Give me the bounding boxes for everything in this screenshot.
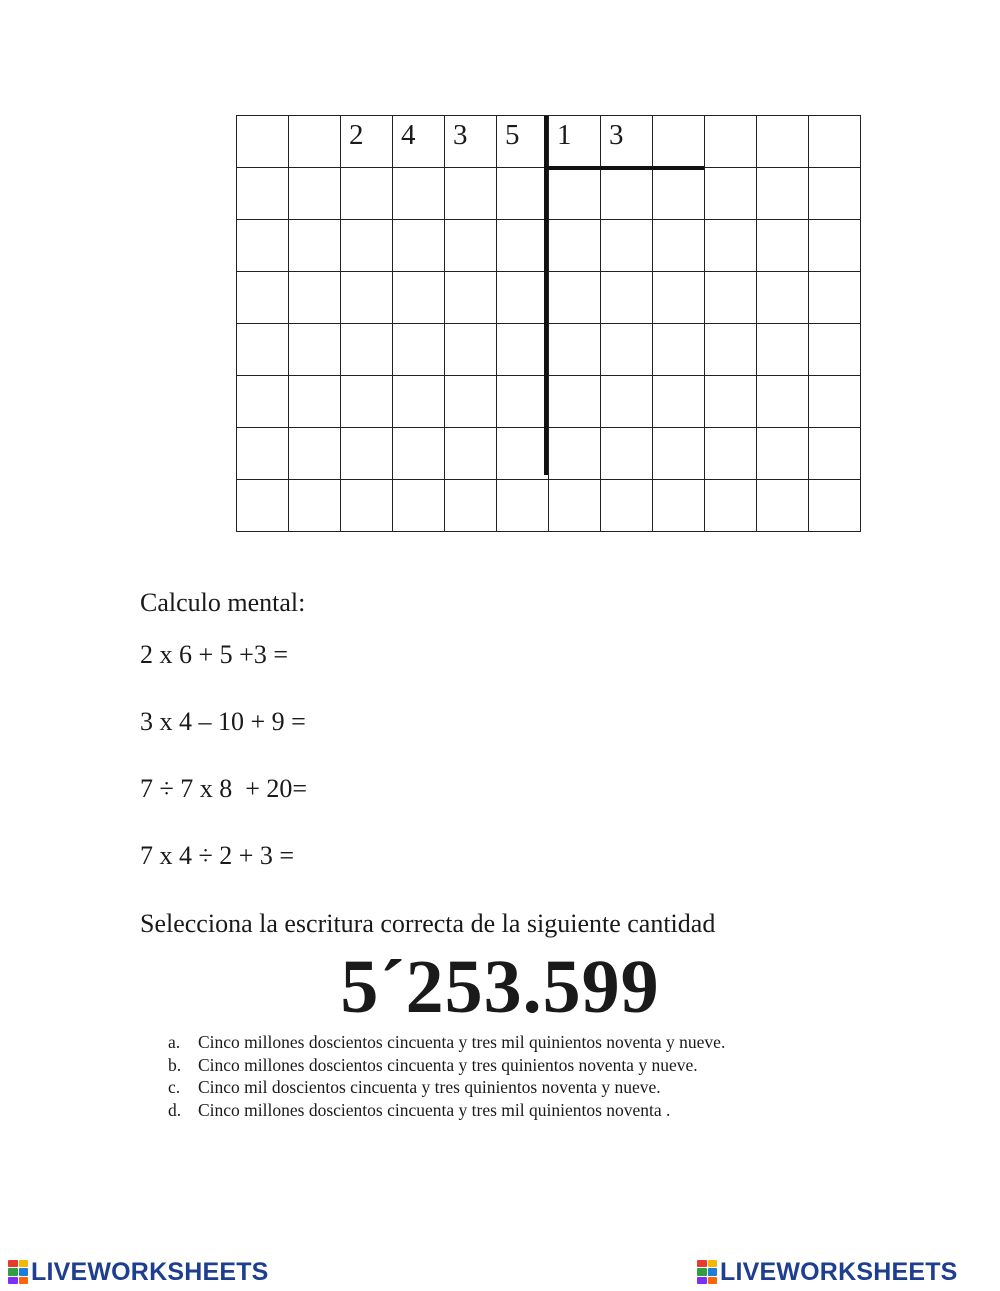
grid-cell[interactable] [809,168,861,220]
grid-cell[interactable] [601,168,653,220]
grid-cell[interactable]: 5 [497,116,549,168]
grid-cell[interactable] [341,376,393,428]
grid-cell[interactable] [549,324,601,376]
grid-row [237,168,861,220]
grid-cell[interactable] [445,428,497,480]
grid-cell[interactable] [289,220,341,272]
grid-cell[interactable] [237,324,289,376]
grid-cell[interactable] [653,376,705,428]
grid-cell[interactable] [393,480,445,532]
grid-cell[interactable] [549,480,601,532]
grid-row [237,324,861,376]
grid-cell[interactable]: 3 [601,116,653,168]
grid-cell[interactable] [653,272,705,324]
grid-cell[interactable] [653,480,705,532]
grid-cell[interactable] [809,324,861,376]
mental-math-title: Calculo mental: [140,588,306,617]
grid-cell[interactable] [341,272,393,324]
grid-cell[interactable] [497,376,549,428]
option-text: Cinco millones doscientos cincuenta y tres mil quinientos noventa y nueve. [198,1032,726,1052]
grid-cell[interactable]: 2 [341,116,393,168]
grid-cell[interactable] [705,272,757,324]
grid-cell[interactable]: 4 [393,116,445,168]
grid-cell[interactable] [549,376,601,428]
option-letter: a. [168,1032,181,1052]
grid-cell[interactable] [497,428,549,480]
grid-cell[interactable] [601,376,653,428]
grid-cell[interactable] [393,428,445,480]
grid-cell[interactable] [289,116,341,168]
grid-cell[interactable] [341,220,393,272]
exercise-3: 7 ÷ 7 x 8 + 20= [140,774,308,803]
grid-cell[interactable] [757,272,809,324]
liveworksheets-logo-right [697,1258,958,1286]
option-text: Cinco mil doscientos cincuenta y tres quinientos noventa y nueve. [198,1077,661,1097]
grid-cell[interactable] [445,220,497,272]
grid-cell[interactable] [653,116,705,168]
grid-cell[interactable] [601,324,653,376]
grid-cell[interactable] [341,428,393,480]
option-b[interactable] [168,1054,725,1077]
division-bracket-horizontal [546,166,704,170]
grid-cell[interactable] [237,428,289,480]
grid-cell[interactable] [549,220,601,272]
grid-cell[interactable] [289,376,341,428]
grid-cell[interactable] [549,168,601,220]
grid-cell[interactable] [705,220,757,272]
liveworksheets-logo-left [8,1258,269,1286]
option-letter: d. [168,1099,182,1120]
grid-cell[interactable] [757,480,809,532]
grid-cell[interactable] [549,272,601,324]
grid-cell[interactable] [237,168,289,220]
grid-cell[interactable] [497,480,549,532]
logo-text: LIVEWORKSHEETS [720,1257,958,1286]
grid-cell[interactable] [757,220,809,272]
grid-row [237,376,861,428]
grid-cell[interactable] [809,428,861,480]
grid-cell[interactable] [237,376,289,428]
grid-cell[interactable] [289,480,341,532]
grid-cell[interactable] [705,376,757,428]
grid-cell[interactable] [393,220,445,272]
grid-cell[interactable] [809,116,861,168]
exercise-1: 2 x 6 + 5 +3 = [140,640,288,669]
grid-cell[interactable] [497,324,549,376]
grid-cell[interactable] [445,376,497,428]
grid-row [237,220,861,272]
grid-cell[interactable] [757,324,809,376]
grid-cell[interactable] [393,272,445,324]
grid-cell[interactable] [393,168,445,220]
grid-cell[interactable] [705,116,757,168]
grid-cell[interactable] [809,480,861,532]
grid-cell[interactable]: 3 [445,116,497,168]
grid-row [237,480,861,532]
grid-cell[interactable] [289,428,341,480]
grid-row [237,428,861,480]
grid-cell[interactable] [341,168,393,220]
grid-cell[interactable] [705,480,757,532]
grid-cell[interactable] [653,220,705,272]
grid-cell[interactable] [497,220,549,272]
option-text: Cinco millones doscientos cincuenta y tres quinientos noventa y nueve. [198,1054,698,1075]
grid-cell[interactable] [341,324,393,376]
grid-row [237,272,861,324]
grid-cell[interactable] [809,272,861,324]
grid-cell[interactable] [445,272,497,324]
grid-cell[interactable] [445,168,497,220]
grid-row [237,116,861,168]
grid-cell[interactable] [497,168,549,220]
grid-cell[interactable] [705,428,757,480]
grid-cell[interactable] [237,272,289,324]
option-letter: c. [168,1077,181,1097]
grid-cell[interactable] [601,220,653,272]
grid-cell[interactable] [393,324,445,376]
grid-cell[interactable] [289,324,341,376]
grid-cell[interactable] [705,168,757,220]
grid-cell[interactable] [237,480,289,532]
liveworksheets-icon [8,1260,28,1284]
grid-cell[interactable] [705,324,757,376]
option-a[interactable] [168,1031,725,1054]
grid-cell[interactable] [341,480,393,532]
division-grid [236,115,861,532]
option-text: Cinco millones doscientos cincuenta y tres mil quinientos noventa . [198,1099,671,1120]
grid-cell[interactable] [653,428,705,480]
option-letter: b. [168,1054,182,1075]
logo-text: LIVEWORKSHEETS [31,1257,269,1286]
grid-cell[interactable] [289,168,341,220]
grid-cell[interactable] [393,376,445,428]
exercise-4: 7 x 4 ÷ 2 + 3 = [140,841,295,870]
liveworksheets-icon [697,1260,717,1284]
answer-options [168,1031,725,1121]
exercise-2: 3 x 4 – 10 + 9 = [140,707,306,736]
grid-cell[interactable] [445,480,497,532]
grid-cell[interactable] [757,376,809,428]
grid-cell[interactable] [809,220,861,272]
grid-cell[interactable] [445,324,497,376]
option-d[interactable] [168,1099,725,1122]
option-c[interactable] [168,1076,725,1099]
grid-cell[interactable] [237,116,289,168]
grid-cell[interactable] [757,168,809,220]
grid-cell[interactable] [601,272,653,324]
grid-cell[interactable] [653,324,705,376]
target-number: 5´253.599 [340,945,660,1029]
grid-cell[interactable] [601,480,653,532]
grid-cell[interactable] [653,168,705,220]
grid-cell[interactable] [237,220,289,272]
grid-cell[interactable] [549,428,601,480]
grid-cell[interactable] [757,428,809,480]
grid-cell[interactable] [497,272,549,324]
grid-cell[interactable] [809,376,861,428]
grid-cell[interactable] [289,272,341,324]
grid-cell[interactable] [601,428,653,480]
grid-cell[interactable]: 1 [549,116,601,168]
selection-prompt: Selecciona la escritura correcta de la siguiente cantidad [140,909,716,938]
grid-cell[interactable] [757,116,809,168]
